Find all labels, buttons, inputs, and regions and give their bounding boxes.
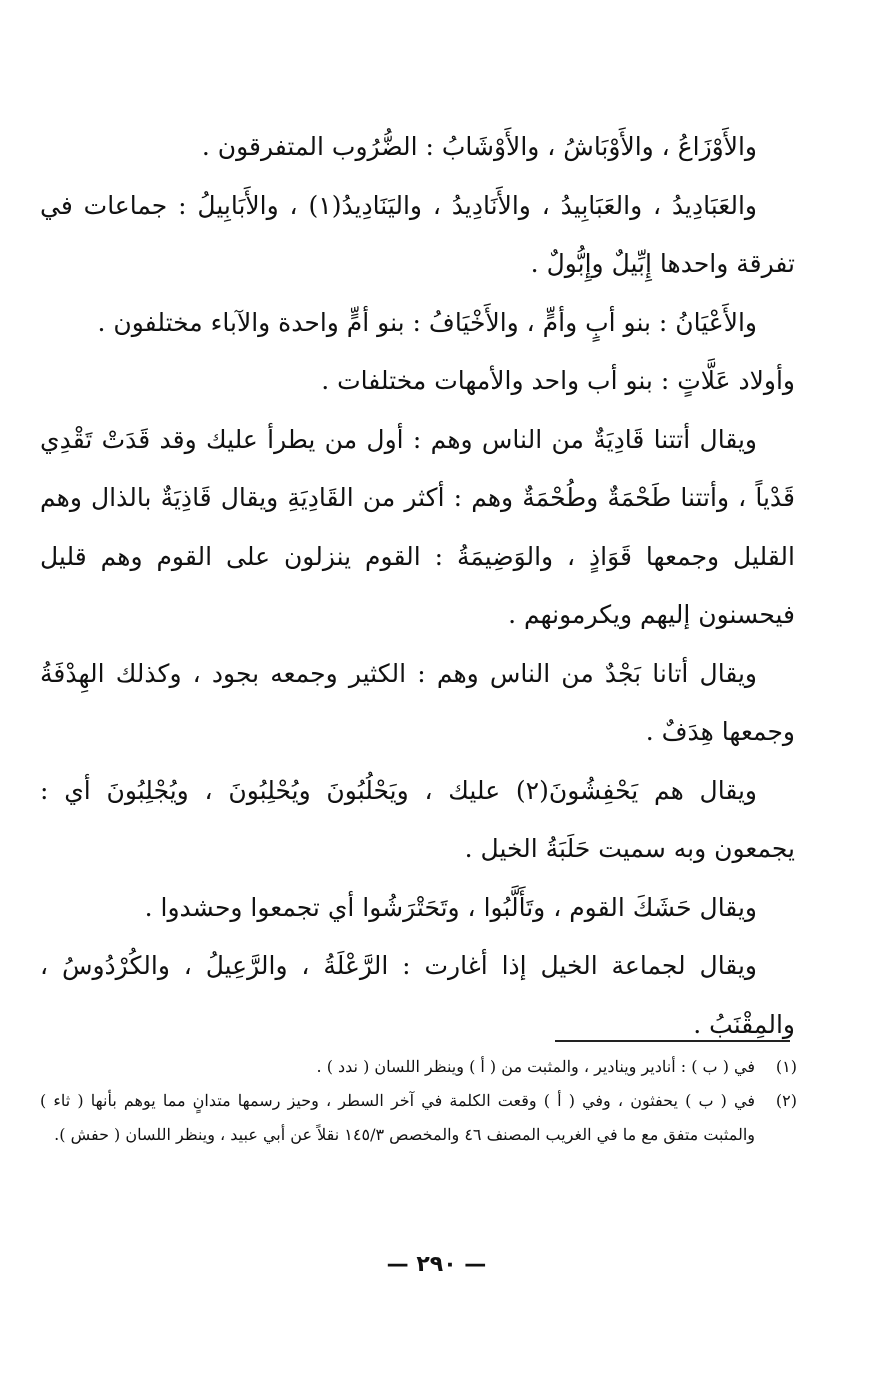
footnote [40,1084,797,1152]
paragraph: ويقال لجماعة الخيل إذا أغارت : الرَّعْلَةُ ، والرَّعِيلُ ، والكُرْدُوسُ ، والمِقْنَبُ . [40,951,795,1039]
paragraph: ويقال أتتنا قَادِيَةٌ من الناس وهم : أول من يطرأ عليك وقد قَدَتْ تَقْدِي قَدْياً ، وأتتنا طَحْمَةٌ وطُحْمَةٌ وهم : أكثر من القَادِيَةِ ويقال قَاذِيَةٌ بالذال وهم القليل وجمعها قَوَاذٍ ، والوَضِيمَةُ : القوم ينزلون على القوم وهم قليل فيحسنون إليهم ويكرمونهم . [40,424,795,629]
footnote-text: في ( ب ) يحفثون ، وفي ( أ ) وقعت الكلمة في آخر السطر ، وحيز رسمها متدانٍ مما يوهم بأنها ( ثاء ) والمثبت متفق مع ما في الغريب المصنف ٤٦ والمخصص ١٤٥/٣ نقلاً عن أبي عبيد ، وينظر اللسان ( حفش ). [40,1091,755,1144]
paragraph: والعَبَادِيدُ ، والعَبَابِيدُ ، والأَنَادِيدُ ، واليَنَادِيدُ(١) ، والأَبَابِيلُ : جماعات في تفرقة واحدها إِبِّيلٌ وإِبُّولٌ . [40,190,795,278]
main-text [40,118,795,1054]
footnote [40,1050,797,1084]
footnotes [40,1050,797,1152]
page-number: — ٢٩٠ — [386,1252,487,1277]
paragraph: ويقال أتانا بَجْدٌ من الناس وهم : الكثير وجمعه بجود ، وكذلك الهِدْفَةُ وجمعها هِدَفٌ . [40,658,795,746]
paragraph: وأولاد عَلَّاتٍ : بنو أب واحد والأمهات مختلفات . [321,366,795,395]
footnote-number: (١) [775,1057,797,1076]
paragraph: والأَوْزَاعُ ، والأَوْبَاشُ ، والأَوْشَابُ : الضُّرُوب المتفرقون . [201,132,757,161]
paragraph: والأَعْيَانُ : بنو أبٍ وأمٍّ ، والأَخْيَافُ : بنو أمٍّ واحدة والآباء مختلفون . [97,307,757,337]
paragraph: ويقال حَشَكَ القوم ، وتَأَلَّبُوا ، وتَحَتْرَشُوا أي تجمعوا وحشدوا . [144,892,757,922]
footnote-number: (٢) [775,1091,797,1110]
paragraph: ويقال هم يَحْفِشُونَ(٢) عليك ، ويَحْلُبُونَ ويُحْلِبُونَ ، ويُجْلِبُونَ أي : يجمعون وبه سميت حَلَبَةُ الخيل . [40,775,795,863]
footnote-text: في ( ب ) : أنادير وينادير ، والمثبت من ( أ ) وينظر اللسان ( ندد ) . [316,1057,755,1076]
footnote-divider [555,1040,790,1042]
